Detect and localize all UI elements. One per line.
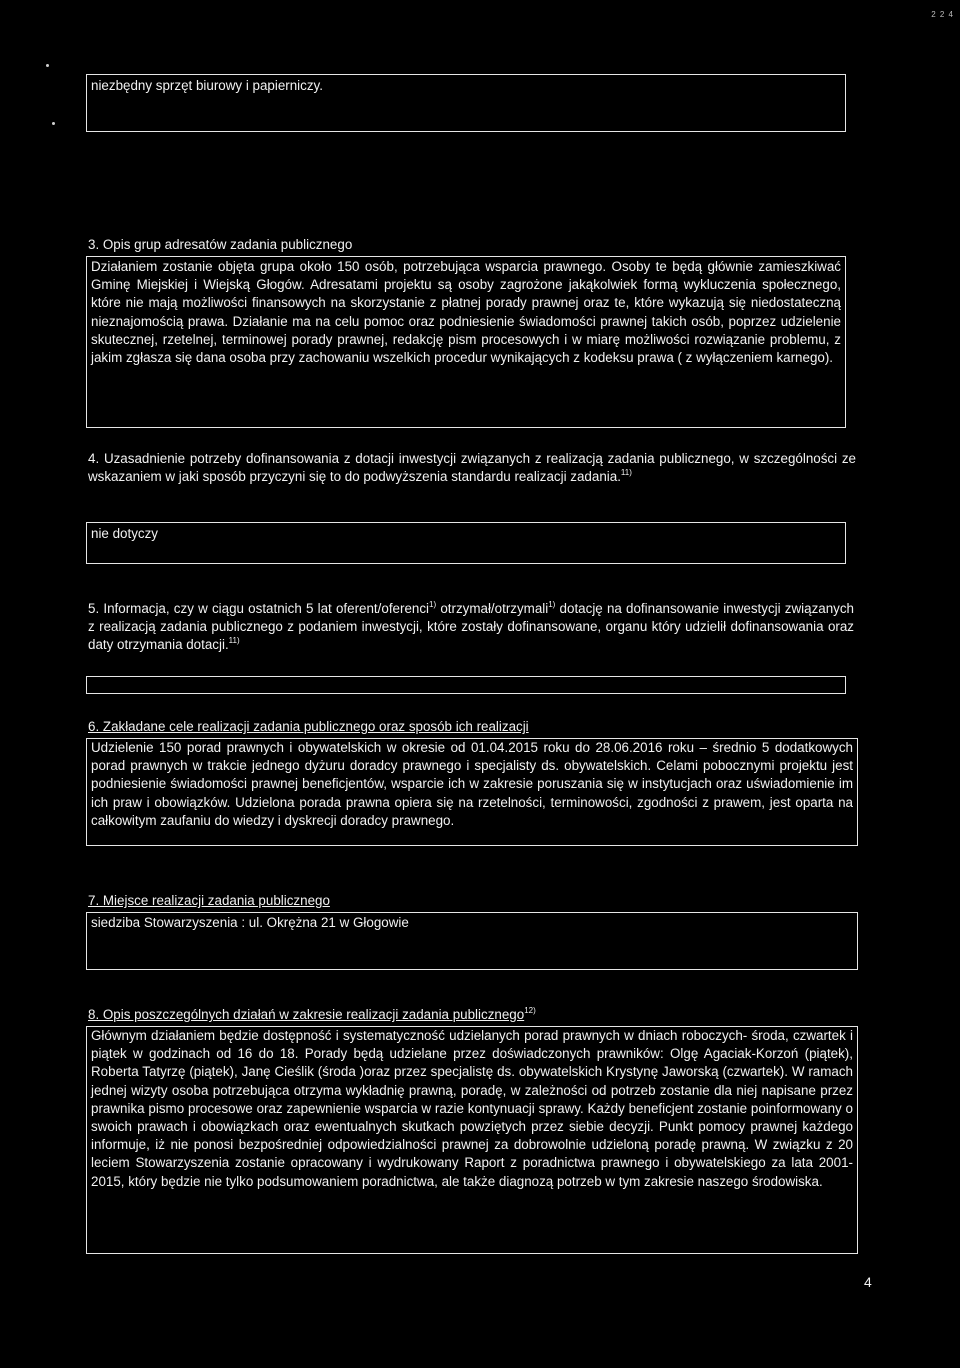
section-8-text: Głównym działaniem będzie dostępność i systematyczność udzielanych porad prawnych w dniach roboczych- środa, czwartek i piątek w godzinach od 16 do 18. Porady będą udzielane przez doświadczonych prawników: Olgę Agaciak-Korzoń (piątek), Roberta Tatyrzę (piątek), Janę Cieślik (środa )oraz przez specjalistę ds. obywatelskich Krystynę Jaworską (czwartek). W ramach jednej wizyty osoba potrzebująca otrzyma wykładnię prawną, poradę, w zależności od potrzeb zostanie dla niej napisane przez prawnika pismo procesowe oraz zapewnienie wsparcia w razie kontynuacji sprawy. Każdy beneficjent zostanie poinformowany o swoich prawach i obowiązkach oraz ewentualnych skutkach powziętych przez siebie decyzji. Punkt pomocy prawnej każdego informuje, iż nie ponosi bezpośredniej odpowiedzialności prawnej za dobrowolnie udzieloną poradę prawną. W związku z 20 leciem Stowarzyszenia zostanie opracowany i wydrukowany Raport z poradnictwa prawnego i obywatelskiego za lata 2001-2015, który będzie nie tylko podsumowaniem poradnictwa, ale także diagnozą potrzeb w tym zakresie naszego środowiska. — [91, 1028, 853, 1189]
section-3-heading: 3. Opis grup adresatów zadania publicznego — [88, 237, 353, 252]
section-6-heading: 6. Zakładane cele realizacji zadania publicznego oraz sposób ich realizacji — [88, 719, 529, 734]
corner-mark: 2 2 4 — [931, 10, 954, 19]
section-6-text: Udzielenie 150 porad prawnych i obywatelskich w okresie od 01.04.2015 roku do 28.06.2016 roku – średnio 5 dodatkowych porad prawnych w trakcie jednego dyżuru doradcy prawnego i specjalisty ds. obywatelskich. Celami pobocznymi projektu jest podniesienie świadomości prawnej beneficjentów, wsparcie ich w zakresie poruszania się w instytucjach oraz uświadomienie im ich praw i obowiązków. Udzielona porada prawna opiera się na rzetelności, terminowości, zgodności z prawem, jest oparta na całkowitym zaufaniu do wiedzy i dyskrecji doradcy prawnego. — [91, 740, 853, 828]
scan-speck — [46, 64, 49, 67]
section-8-heading: 8. Opis poszczególnych działań w zakresie realizacji zadania publicznego$^{12)}$ — [88, 1006, 536, 1022]
section-4-footnote: 11) — [620, 468, 632, 478]
section-8-box — [86, 1026, 858, 1254]
section-7-box — [86, 912, 858, 970]
section-5-heading: 5. Informacja, czy w ciągu ostatnich 5 lat oferent/oferenci$^{1)}$ otrzymał/otrzymali$^{1)}$ dotację na dofinansowanie inwestycji związanych z realizacją zadania publicznego z podaniem inwestycji, które zostały dofinansowane, organu który udzielił dofinansowania oraz daty otrzymania dotacji.$^{11)}$ — [88, 600, 855, 653]
section-3-box — [86, 256, 846, 428]
section-7-text: siedziba Stowarzyszenia : ul. Okrężna 21 w Głogowie — [91, 915, 409, 930]
section-6-box — [86, 738, 858, 846]
equipment-text: niezbędny sprzęt biurowy i papierniczy. — [91, 78, 323, 93]
section-4-heading: 4. Uzasadnienie potrzeby dofinansowania z dotacji inwestycji związanych z realizacją zadania publicznego, w szczególności ze wskazaniem w jaki sposób przyczyni się to do podwyższenia standardu realizacji zadania.$^{11)}$ — [88, 451, 856, 485]
section-4-box — [86, 522, 846, 564]
section-7-heading: 7. Miejsce realizacji zadania publicznego — [88, 893, 330, 908]
section-5-box — [86, 676, 846, 694]
scan-speck — [52, 122, 55, 125]
section-8-footnote: 12) — [524, 1006, 536, 1015]
equipment-box — [86, 74, 846, 132]
page-number: 4 — [864, 1274, 872, 1290]
section-3-text: Działaniem zostanie objęta grupa około 150 osób, potrzebująca wsparcia prawnego. Osoby te będą głównie zamieszkiwać Gminę Miejskiej i Wiejską Głogów. Adresatami projektu są osoby zagrożone jakąkolwiek formą wykluczenia społecznego, które nie mają możliwości finansowych na skorzystanie z płatnej porady prawnej oraz te, które wykazują się niedostateczną nieznajomością prawa. Działanie ma na celu pomoc oraz podniesienie świadomości prawnej takich osób, poprzez udzielenie skutecznej, rzetelnej, terminowej porady prawnej, redakcję pism procesowych i w miarę możliwości rozwiązanie problemu, z jakim zgłasza się dana osoba przy zachowaniu wszelkich procedur wynikających z kodeksu prawa ( z wyłączeniem karnego). — [91, 259, 841, 366]
section-4-text: nie dotyczy — [91, 526, 158, 541]
